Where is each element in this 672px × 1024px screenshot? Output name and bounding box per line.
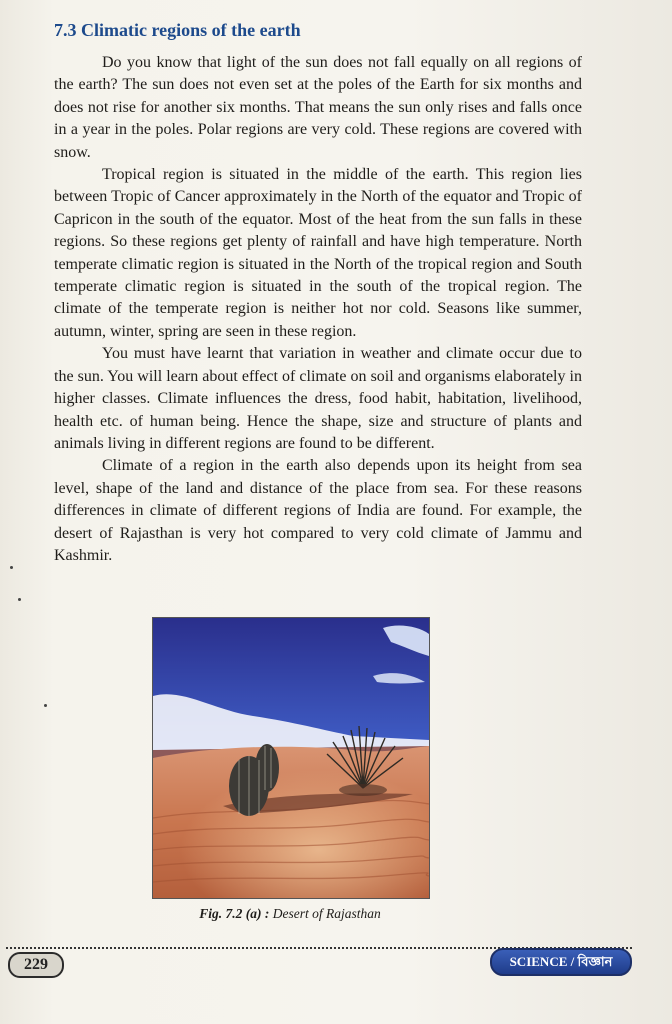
stray-mark <box>44 704 47 707</box>
figure-caption <box>152 906 428 922</box>
paragraph-tropical: Tropical region is situated in the middle of the earth. This region lies between Tropic of Cancer approximately in the North of the equator and Tropic of Capricon in the south of the equator. Most of the heat from the sun falls in these regions. So these regions get plenty of rainfall and have high temperature. North temperate climatic region is situated in the North of the tropical region and South temperate climatic region is situated in the south of the tropical region. The climate of the temperate region is neither hot nor cold. Seasons like summer, autumn, winter, spring are seen in these region. <box>54 166 582 340</box>
desert-illustration <box>153 618 429 898</box>
paragraph-polar: Do you know that light of the sun does not fall equally on all regions of the earth? The sun does not even set at the poles of the Earth for six months and does not rise for another six months. That means the sun only rises and falls once in a year in the poles. Polar regions are very cold. These regions are covered with snow. <box>54 54 582 161</box>
figure-caption-text: Desert of Rajasthan <box>272 906 381 921</box>
stray-mark <box>18 598 21 601</box>
paragraph-altitude: Climate of a region in the earth also depends upon its height from sea level, shape of the land and distance of the place from sea. For these reasons differences in climate of different regions of India are found. For example, the desert of Rajasthan is very hot compared to very cold climate of Jammu and Kashmir. <box>54 457 582 564</box>
section-heading: 7.3 Climatic regions of the earth <box>54 20 301 40</box>
body-text <box>54 52 582 567</box>
figure-number: Fig. 7.2 (a) : <box>199 906 270 921</box>
stray-mark <box>10 566 13 569</box>
subject-badge: SCIENCE / বিজ্ঞান <box>490 948 632 976</box>
desert-photo <box>152 617 430 899</box>
page-number: 229 <box>8 952 64 978</box>
paragraph-variation: You must have learnt that variation in weather and climate occur due to the sun. You will learn about effect of climate on soil and organisms elaborately in higher classes. Climate influences the dress, food habit, habitation, livelihood, health etc. of human being. Hence the shape, size and structure of plants and animals living in different regions are found to be different. <box>54 345 582 452</box>
